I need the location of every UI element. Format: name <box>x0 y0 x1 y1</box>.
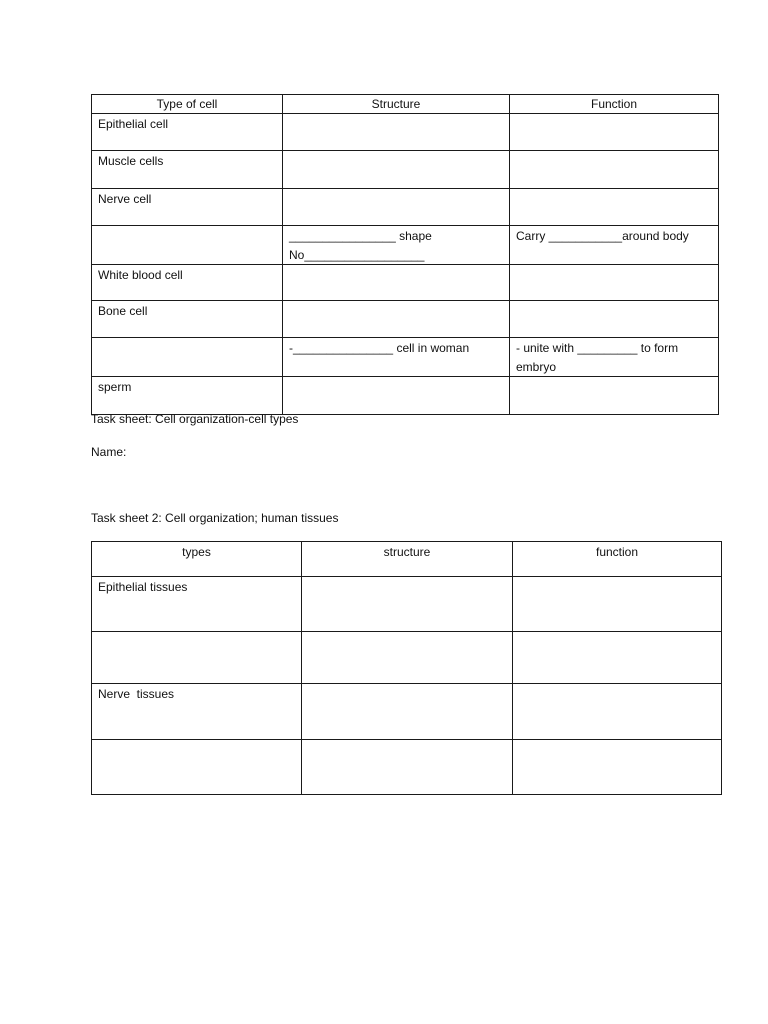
function-value <box>513 684 721 685</box>
header-cell <box>302 542 513 577</box>
table-header-row <box>92 95 719 114</box>
structure-blank-shape: ________________ shape <box>289 229 432 243</box>
structure-value <box>302 632 512 633</box>
cell-type-label: Epithelial cell <box>98 117 169 131</box>
cell-type-label: Nerve cell <box>98 192 152 206</box>
table-row <box>92 114 719 151</box>
tissue-type-label <box>92 740 301 741</box>
table-row <box>92 577 722 632</box>
table-cell <box>92 577 302 632</box>
tissue-type-label: Nerve tissues <box>98 687 175 701</box>
cell-type-label <box>92 338 282 339</box>
function-cell <box>513 684 722 740</box>
function-cell <box>510 114 719 151</box>
header-cell <box>92 95 283 114</box>
header-structure: structure <box>383 545 431 559</box>
function-cell <box>510 226 719 265</box>
function-cell <box>513 577 722 632</box>
task-sheet-1-caption: Task sheet: Cell organization-cell types <box>91 412 299 426</box>
structure-value <box>302 577 512 578</box>
header-function: function <box>595 545 639 559</box>
header-cell <box>92 542 302 577</box>
table-row <box>92 301 719 338</box>
structure-cell <box>302 684 513 740</box>
structure-cell <box>283 338 510 377</box>
header-types: types <box>182 545 211 559</box>
table-row <box>92 632 722 684</box>
function-blank-unite: - unite with _________ to form <box>516 341 679 355</box>
tissue-type-label <box>92 632 301 633</box>
table-cell <box>92 226 283 265</box>
table-header-row <box>92 542 722 577</box>
cell-type-label: Muscle cells <box>98 154 164 168</box>
function-cell <box>510 301 719 338</box>
function-cell <box>510 377 719 415</box>
header-type-of-cell: Type of cell <box>156 97 218 111</box>
structure-value <box>302 740 512 741</box>
structure-value <box>302 684 512 685</box>
name-label: Name: <box>91 445 127 459</box>
structure-cell <box>283 226 510 265</box>
table-cell <box>92 632 302 684</box>
table-row <box>92 189 719 226</box>
function-value <box>513 577 721 578</box>
table-cell <box>92 265 283 301</box>
table-cell <box>92 740 302 795</box>
structure-cell <box>302 632 513 684</box>
function-cell <box>510 151 719 189</box>
structure-blank-no: No__________________ <box>289 248 425 262</box>
structure-cell <box>283 151 510 189</box>
cell-type-label: sperm <box>98 380 132 394</box>
header-structure: Structure <box>371 97 421 111</box>
function-value <box>513 740 721 741</box>
header-cell <box>513 542 722 577</box>
structure-cell <box>302 577 513 632</box>
table-row <box>92 151 719 189</box>
function-cell <box>513 632 722 684</box>
function-cell <box>510 265 719 301</box>
structure-cell <box>283 301 510 338</box>
structure-cell <box>302 740 513 795</box>
table-cell <box>92 151 283 189</box>
function-blank-carry: Carry ___________around body <box>516 229 689 243</box>
cell-type-label: White blood cell <box>98 268 183 282</box>
cell-type-label <box>92 226 282 227</box>
task-sheet-2-caption: Task sheet 2: Cell organization; human tissues <box>91 511 339 525</box>
function-cell <box>510 189 719 226</box>
function-blank-embryo: embryo <box>516 360 557 374</box>
table-row <box>92 377 719 415</box>
cell-type-label: Bone cell <box>98 304 148 318</box>
function-cell <box>513 740 722 795</box>
table-cell <box>92 114 283 151</box>
table-cell <box>92 684 302 740</box>
table-row <box>92 684 722 740</box>
structure-blank-cell-in-woman: -_______________ cell in woman <box>289 341 470 355</box>
table-row <box>92 338 719 377</box>
table-row <box>92 226 719 265</box>
table-cell <box>92 377 283 415</box>
table-cell <box>92 189 283 226</box>
structure-cell <box>283 189 510 226</box>
structure-cell <box>283 265 510 301</box>
table-row <box>92 740 722 795</box>
table-cell <box>92 338 283 377</box>
tissue-type-label: Epithelial tissues <box>98 580 188 594</box>
human-tissues-table <box>91 541 722 795</box>
table-row <box>92 265 719 301</box>
header-cell <box>283 95 510 114</box>
header-cell <box>510 95 719 114</box>
cell-types-table <box>91 94 719 415</box>
table-cell <box>92 301 283 338</box>
structure-cell <box>283 114 510 151</box>
function-cell <box>510 338 719 377</box>
function-value <box>513 632 721 633</box>
structure-cell <box>283 377 510 415</box>
header-function: Function <box>590 97 638 111</box>
